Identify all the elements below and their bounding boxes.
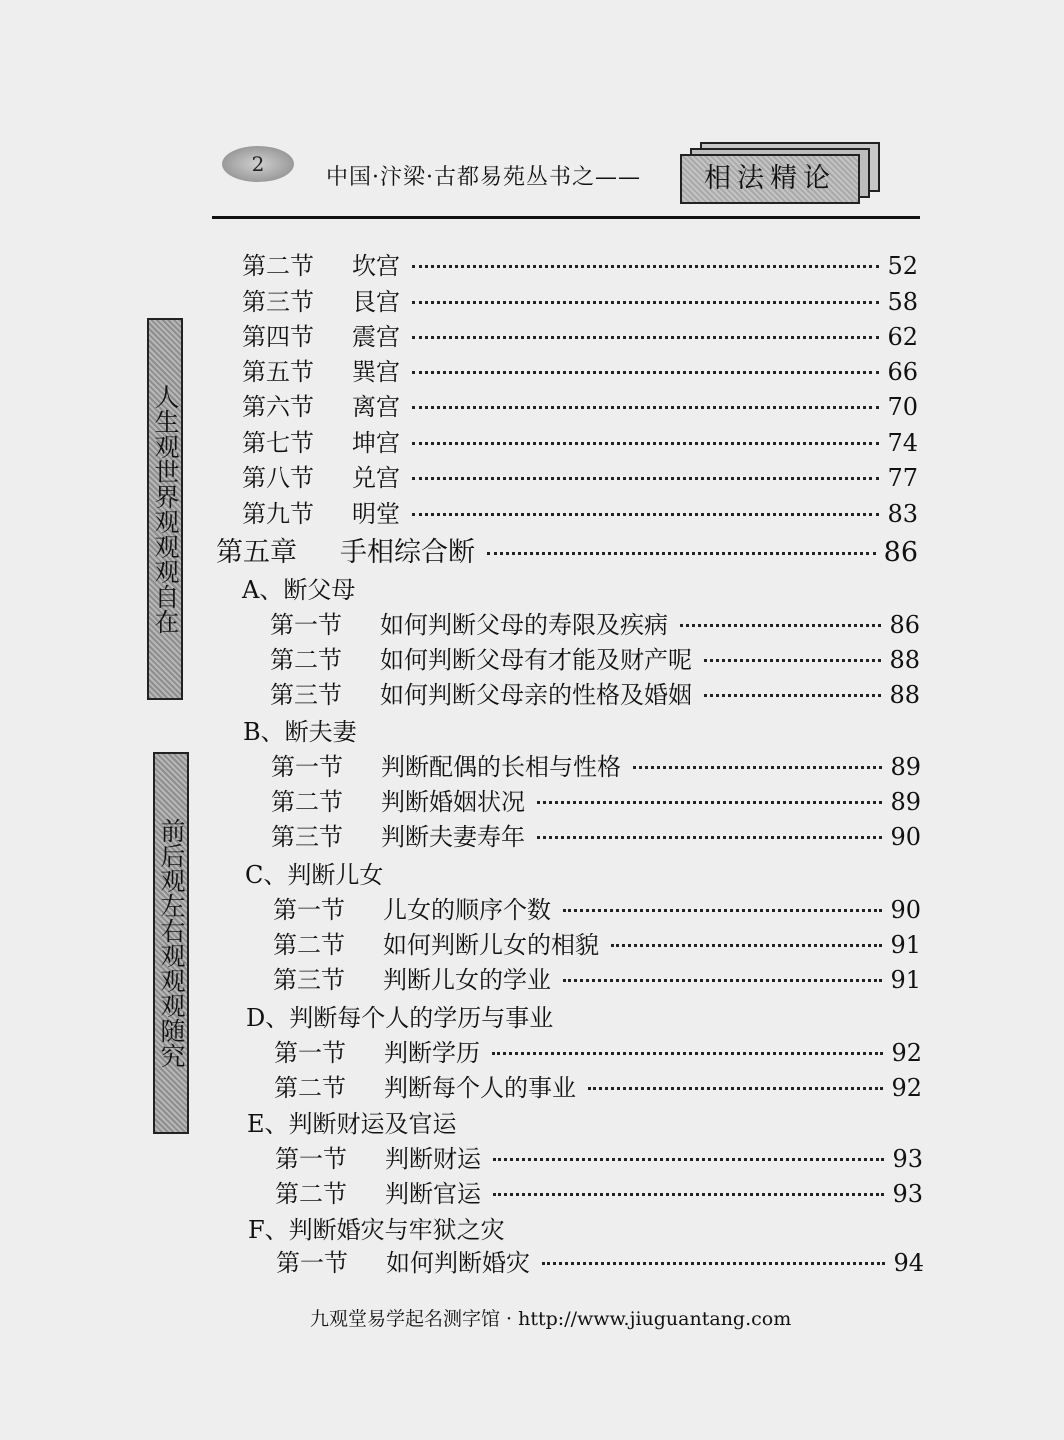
toc-entry-title: 离宫 xyxy=(352,393,400,421)
toc-page-number: 66 xyxy=(887,358,918,386)
toc-entry-title: 艮宫 xyxy=(352,288,400,316)
toc-entry xyxy=(271,817,921,852)
toc-section-label: 第三节 xyxy=(273,966,345,994)
toc-section-label: 第二节 xyxy=(271,788,343,816)
toc-page-number: 74 xyxy=(887,429,918,457)
toc-entry xyxy=(270,640,920,675)
toc-page-number: 89 xyxy=(890,788,921,816)
toc-entry-title: 如何判断父母有才能及财产呢 xyxy=(380,646,692,674)
toc-leader-dots xyxy=(492,1052,883,1055)
toc-page-number: 93 xyxy=(892,1145,923,1173)
series-title: 中国·汴梁·古都易苑丛书之—— xyxy=(326,165,641,190)
toc-page-number: 92 xyxy=(891,1074,922,1102)
toc-entry-title: 判断配偶的长相与性格 xyxy=(381,753,621,781)
side-tag-motto-1: 人生观世界观观观自在 xyxy=(147,318,183,700)
toc-entry-title: 判断官运 xyxy=(385,1180,481,1208)
toc-entry xyxy=(242,352,918,387)
toc-leader-dots xyxy=(493,1158,884,1161)
toc-section-label: 第五节 xyxy=(242,358,314,386)
toc-page-number: 90 xyxy=(890,896,921,924)
toc-entry xyxy=(242,317,918,352)
side-tag-motto-2: 前后观左右观观观随究 xyxy=(153,752,189,1134)
toc-chapter-entry xyxy=(216,530,918,569)
toc-page-number: 86 xyxy=(889,611,920,639)
toc-leader-dots xyxy=(493,1193,884,1196)
toc-entry xyxy=(273,960,921,995)
toc-entry xyxy=(274,1068,922,1103)
toc-section-label: 第七节 xyxy=(242,429,314,457)
toc-page-number: 88 xyxy=(889,681,920,709)
toc-part-heading: C、判断儿女 xyxy=(245,861,384,889)
toc-entry xyxy=(275,1139,923,1174)
toc-section-label: 第三节 xyxy=(271,823,343,851)
toc-page-number: 58 xyxy=(887,288,918,316)
toc-section-label: 第二节 xyxy=(270,646,342,674)
toc-entry xyxy=(242,458,918,493)
toc-section-label: 第二节 xyxy=(273,931,345,959)
toc-page-number: 93 xyxy=(892,1180,923,1208)
toc-chapter-label: 第五章 xyxy=(216,537,297,568)
toc-leader-dots xyxy=(588,1087,883,1090)
toc-section-label: 第六节 xyxy=(242,393,314,421)
toc-section-label: 第三节 xyxy=(270,681,342,709)
toc-section-label: 第一节 xyxy=(270,611,342,639)
toc-part-heading: A、断父母 xyxy=(242,576,356,604)
header-divider xyxy=(212,216,920,219)
toc-leader-dots xyxy=(412,371,879,374)
toc-entry xyxy=(271,782,921,817)
toc-entry xyxy=(270,605,920,640)
toc-entry-title: 震宫 xyxy=(352,323,400,351)
toc-entry xyxy=(275,1174,923,1209)
toc-entry xyxy=(273,890,921,925)
toc-entry-title: 判断儿女的学业 xyxy=(383,966,551,994)
toc-page-number: 90 xyxy=(890,823,921,851)
toc-page-number: 52 xyxy=(887,252,918,280)
toc-entry-title: 判断每个人的事业 xyxy=(384,1074,576,1102)
toc-page-number: 86 xyxy=(883,537,918,568)
toc-leader-dots xyxy=(412,265,879,268)
toc-part-heading: B、断夫妻 xyxy=(243,718,357,746)
toc-entry xyxy=(242,282,918,317)
toc-section-label: 第一节 xyxy=(271,753,343,781)
toc-section-label: 第八节 xyxy=(242,464,314,492)
toc-entry xyxy=(242,423,918,458)
toc-section-label: 第一节 xyxy=(274,1039,346,1067)
toc-page-number: 62 xyxy=(887,323,918,351)
toc-section-label: 第九节 xyxy=(242,500,314,528)
toc-entry xyxy=(242,246,918,281)
toc-page-number: 70 xyxy=(887,393,918,421)
toc-leader-dots xyxy=(537,801,882,804)
toc-entry-title: 如何判断父母亲的性格及婚姻 xyxy=(380,681,692,709)
toc-section-label: 第三节 xyxy=(242,288,314,316)
page-number-badge: 2 xyxy=(222,146,294,182)
footer-website-note: 九观堂易学起名测字馆 · http://www.jiuguantang.com xyxy=(310,1308,792,1330)
toc-part-heading: F、判断婚灾与牢狱之灾 xyxy=(248,1216,505,1244)
toc-leader-dots xyxy=(412,336,879,339)
toc-page-number: 91 xyxy=(890,931,921,959)
book-title: 相法精论 xyxy=(680,154,860,204)
toc-leader-dots xyxy=(412,442,879,445)
toc-leader-dots xyxy=(412,513,879,516)
toc-page-number: 77 xyxy=(887,464,918,492)
toc-chapter-title: 手相综合断 xyxy=(340,537,475,568)
toc-leader-dots xyxy=(563,909,882,912)
toc-leader-dots xyxy=(704,694,881,697)
toc-entry xyxy=(242,387,918,422)
toc-entry-title: 兑宫 xyxy=(352,464,400,492)
toc-page-number: 83 xyxy=(887,500,918,528)
toc-page-number: 94 xyxy=(893,1249,924,1277)
toc-page-number: 88 xyxy=(889,646,920,674)
toc-section-label: 第一节 xyxy=(276,1249,348,1277)
toc-leader-dots xyxy=(542,1262,885,1265)
toc-entry-title: 如何判断父母的寿限及疾病 xyxy=(380,611,668,639)
toc-entry-title: 判断婚姻状况 xyxy=(381,788,525,816)
toc-entry xyxy=(273,925,921,960)
toc-leader-dots xyxy=(412,301,879,304)
toc-leader-dots xyxy=(633,766,882,769)
toc-entry-title: 明堂 xyxy=(352,500,400,528)
toc-entry-title: 儿女的顺序个数 xyxy=(383,896,551,924)
toc-part-heading: E、判断财运及官运 xyxy=(247,1110,457,1138)
toc-part-heading: D、判断每个人的学历与事业 xyxy=(246,1004,554,1032)
toc-section-label: 第四节 xyxy=(242,323,314,351)
toc-leader-dots xyxy=(412,477,879,480)
toc-entry xyxy=(271,747,921,782)
toc-entry-title: 坎宫 xyxy=(352,252,400,280)
toc-section-label: 第二节 xyxy=(274,1074,346,1102)
toc-entry-title: 如何判断儿女的相貌 xyxy=(383,931,599,959)
toc-page-number: 92 xyxy=(891,1039,922,1067)
toc-leader-dots xyxy=(487,552,876,555)
toc-leader-dots xyxy=(563,979,882,982)
toc-leader-dots xyxy=(537,836,882,839)
toc-section-label: 第二节 xyxy=(242,252,314,280)
toc-entry xyxy=(242,494,918,529)
toc-entry-title: 坤宫 xyxy=(352,429,400,457)
toc-leader-dots xyxy=(611,944,882,947)
toc-leader-dots xyxy=(412,406,879,409)
toc-leader-dots xyxy=(680,624,881,627)
toc-page-number: 89 xyxy=(890,753,921,781)
toc-entry-title: 判断学历 xyxy=(384,1039,480,1067)
toc-section-label: 第一节 xyxy=(275,1145,347,1173)
toc-entry-title: 巽宫 xyxy=(352,358,400,386)
toc-section-label: 第一节 xyxy=(273,896,345,924)
toc-entry xyxy=(270,675,920,710)
toc-section-label: 第二节 xyxy=(275,1180,347,1208)
toc-page-number: 91 xyxy=(890,966,921,994)
toc-entry-title: 判断夫妻寿年 xyxy=(381,823,525,851)
toc-entry xyxy=(274,1033,922,1068)
toc-entry-title: 判断财运 xyxy=(385,1145,481,1173)
toc-entry-title: 如何判断婚灾 xyxy=(386,1249,530,1277)
toc-entry xyxy=(276,1243,924,1278)
toc-leader-dots xyxy=(704,659,881,662)
